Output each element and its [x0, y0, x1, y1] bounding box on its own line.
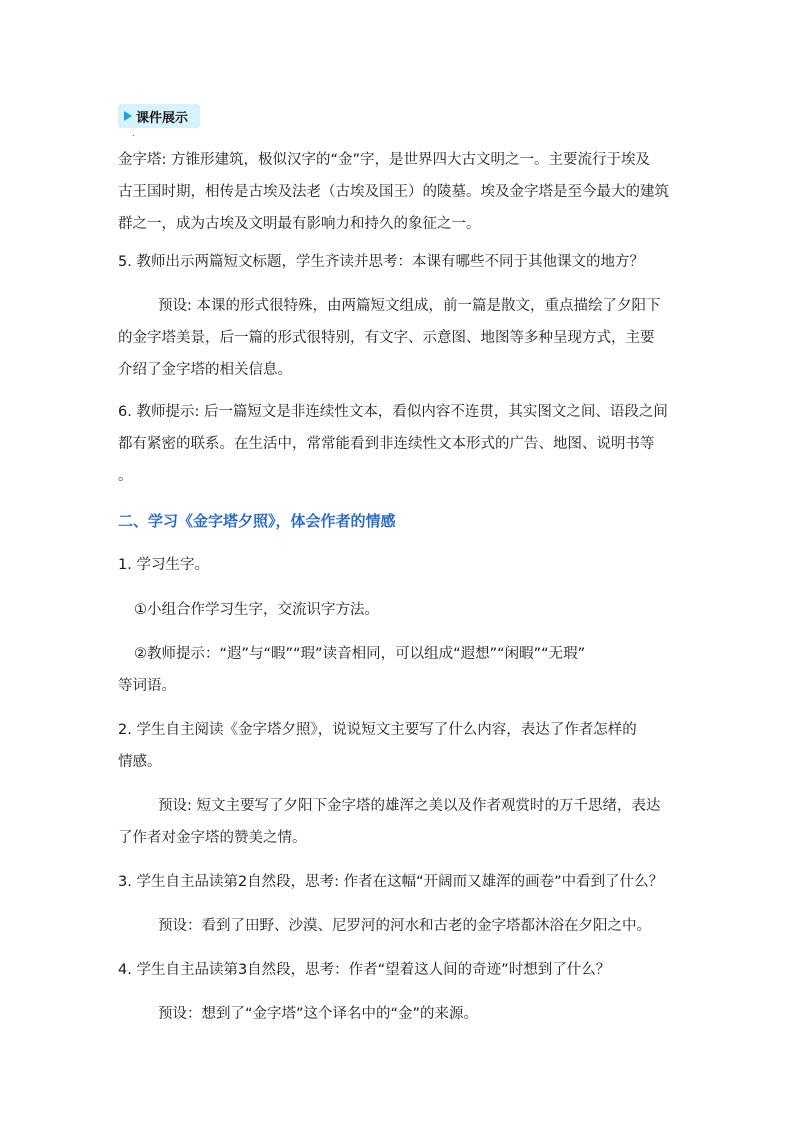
pyramid-intro-paragraph — [118, 144, 678, 240]
text-line: 古王国时期，相传是古埃及法老（古埃及国王）的陵墓。埃及金字塔是至今最大的建筑 — [118, 184, 669, 200]
text-line: 情感。 — [118, 754, 162, 770]
text-line: 预设: 本课的形式很特殊，由两篇短文组成，前一篇是散文，重点描绘了夕阳下 — [158, 298, 661, 314]
text-line: 。 — [118, 468, 133, 484]
step-2 — [118, 714, 678, 778]
text-line: ①小组合作学习生字，交流识字方法。 — [134, 602, 379, 618]
preset-3 — [118, 910, 678, 942]
badge-label: 课件展示 — [136, 110, 189, 126]
text-line: 预设：想到了“金字塔”这个译名中的“金”的来源。 — [158, 1006, 479, 1022]
badge-dot: . — [132, 129, 135, 138]
step-3 — [118, 866, 678, 898]
step-6-paragraph — [118, 396, 678, 492]
heading-text: 二、学习《金字塔夕照》，体会作者的情感 — [118, 512, 396, 530]
preset-5-paragraph — [118, 290, 678, 386]
text-line: 介绍了金字塔的相关信息。 — [118, 362, 292, 378]
text-line: 都有紧密的联系。在生活中，常常能看到非连续性文本形式的广告、地图、说明书等 — [118, 436, 655, 452]
text-line: 6. 教师提示: 后一篇短文是非连续性文本，看似内容不连贯，其实图文之间、语段之间 — [118, 404, 668, 420]
text-line: 金字塔: 方锥形建筑，极似汉字的“金”字，是世界四大古文明之一。主要流行于埃及 — [118, 152, 651, 168]
step-4 — [118, 954, 678, 986]
text-line: 3. 学生自主品读第2自然段，思考: 作者在这幅“开阔而又雄浑的画卷”中看到了什么？ — [118, 874, 664, 890]
preset-4 — [118, 998, 678, 1030]
step-1 — [118, 549, 678, 581]
text-line: 的金字塔美景，后一篇的形式很特别，有文字、示意图、地图等多种呈现方式，主要 — [118, 330, 655, 346]
courseware-badge — [118, 104, 200, 128]
text-line: 1. 学习生字。 — [118, 557, 209, 573]
text-line: 2. 学生自主阅读《金字塔夕照》，说说短文主要写了什么内容，表达了作者怎样的 — [118, 722, 637, 738]
text-line: 预设: 短文主要写了夕阳下金字塔的雄浑之美以及作者观赏时的万千思绪，表达 — [158, 798, 661, 814]
text-line: ②教师提示：“遐”与“暇”“瑕”读音相同，可以组成“遐想”“闲暇”“无瑕” — [134, 646, 586, 662]
preset-2-paragraph — [118, 790, 678, 854]
text-line: 等词语。 — [118, 678, 176, 694]
section-2-heading — [118, 505, 678, 537]
step-5 — [118, 246, 678, 278]
text-line: 5. 教师出示两篇短文标题，学生齐读并思考：本课有哪些不同于其他课文的地方？ — [118, 254, 644, 270]
text-line: 4. 学生自主品读第3自然段，思考：作者“望着这人间的奇迹”时想到了什么？ — [118, 962, 611, 978]
step-1b — [118, 638, 678, 702]
text-line: 了作者对金字塔的赞美之情。 — [118, 830, 307, 846]
step-1a — [118, 594, 678, 626]
text-line: 预设：看到了田野、沙漠、尼罗河的河水和古老的金字塔都沐浴在夕阳之中。 — [158, 918, 651, 934]
text-line: 群之一，成为古埃及文明最有影响力和持久的象征之一。 — [118, 216, 481, 232]
play-triangle-icon — [124, 111, 132, 121]
